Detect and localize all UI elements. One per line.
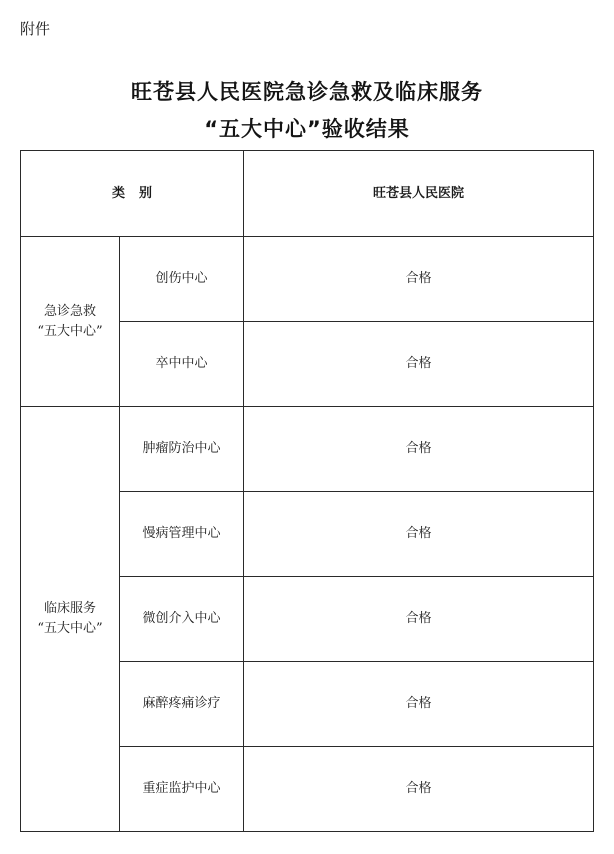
- result-cell: 合格: [244, 492, 594, 577]
- result-cell: 合格: [244, 747, 594, 832]
- center-name: 卒中中心: [120, 322, 244, 407]
- acceptance-result-table: [20, 150, 594, 832]
- result-cell: 合格: [244, 237, 594, 322]
- center-name: 慢病管理中心: [120, 492, 244, 577]
- center-name: 肿瘤防治中心: [120, 407, 244, 492]
- result-cell: 合格: [244, 577, 594, 662]
- group-name-line2: “五大中心”: [37, 323, 103, 339]
- center-name: 创伤中心: [120, 237, 244, 322]
- document-title-line2: “五大中心”验收结果: [204, 117, 410, 141]
- table-row: [21, 407, 594, 492]
- center-name: 微创介入中心: [120, 577, 244, 662]
- header-hospital: 旺苍县人民医院: [244, 151, 594, 237]
- table-header-row: [21, 151, 594, 237]
- group-name-line1: 临床服务: [43, 601, 96, 616]
- document-title-line1: 旺苍县人民医院急诊急救及临床服务: [131, 80, 483, 104]
- attachment-label: 附件: [20, 20, 51, 38]
- group-name-line1: 急诊急救: [43, 303, 96, 319]
- result-cell: 合格: [244, 662, 594, 747]
- result-cell: 合格: [244, 322, 594, 407]
- group-clinical: [21, 407, 120, 832]
- result-cell: 合格: [244, 407, 594, 492]
- center-name: 麻醉疼痛诊疗: [120, 662, 244, 747]
- header-category: 类别: [21, 151, 244, 237]
- group-name-line2: “五大中心”: [37, 621, 103, 636]
- group-emergency: [21, 237, 120, 407]
- table-row: [21, 237, 594, 322]
- center-name: 重症监护中心: [120, 747, 244, 832]
